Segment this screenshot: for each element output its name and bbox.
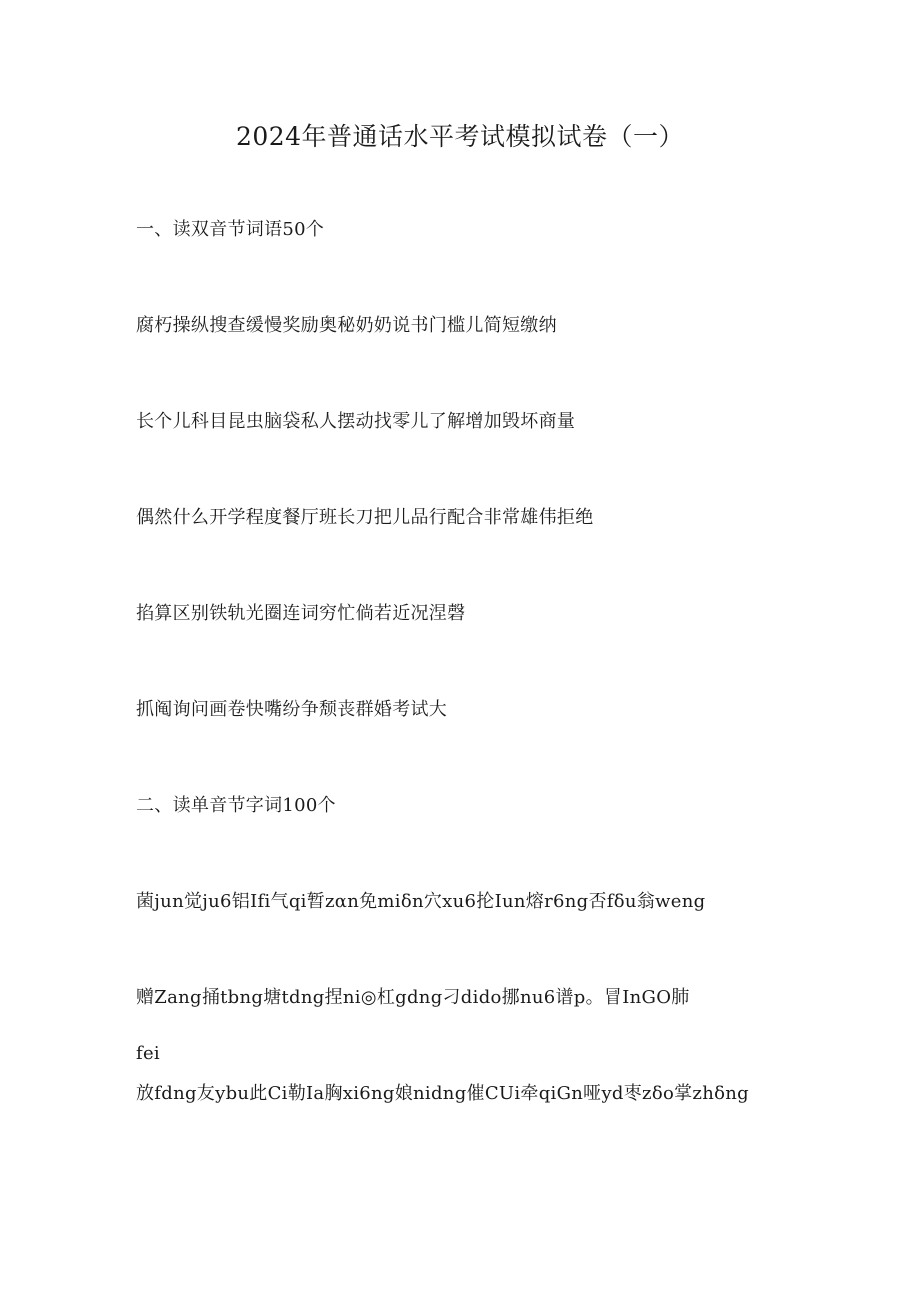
word-row: 腐朽操纵搜查缓慢奖励奥秘奶奶说书门槛儿简短缴纳 [136,315,557,336]
char-row: 赠Zang捅tbng塘tdng捏ni◎杠gdng刁dido挪nu6谱p。冒InGO肺 [136,987,690,1008]
char-row: 放fdng友ybu此Ci勒Ia胸xi6ng娘nidng催CUi牵qiGn哑yd枣zδo掌zhδng [136,1083,749,1104]
word-row: 偶然什么开学程度餐厅班长刀把儿品行配合非常雄伟拒绝 [136,507,594,528]
word-row: 抓阄询问画卷快嘴纷争颓丧群婚考试大 [136,699,448,720]
word-row: 长个儿科目昆虫脑袋私人摆动找零儿了解增加毁坏商量 [136,411,576,432]
document-title: 2024年普通话水平考试模拟试卷（一） [235,122,685,151]
char-row: 菌jun觉ju6铝Ifi气qi暂zαn免miδn穴xu6抡Iun熔r6ng否fδu翁weng [136,891,706,912]
word-row: 掐算区别铁轨光圈连词穷忙倘若近况涅磬 [136,603,466,624]
section-heading-1: 一、读双音节词语50个 [136,219,325,240]
section-heading-2: 二、读单音节字词100个 [136,795,336,816]
char-row: fei [136,1043,160,1064]
